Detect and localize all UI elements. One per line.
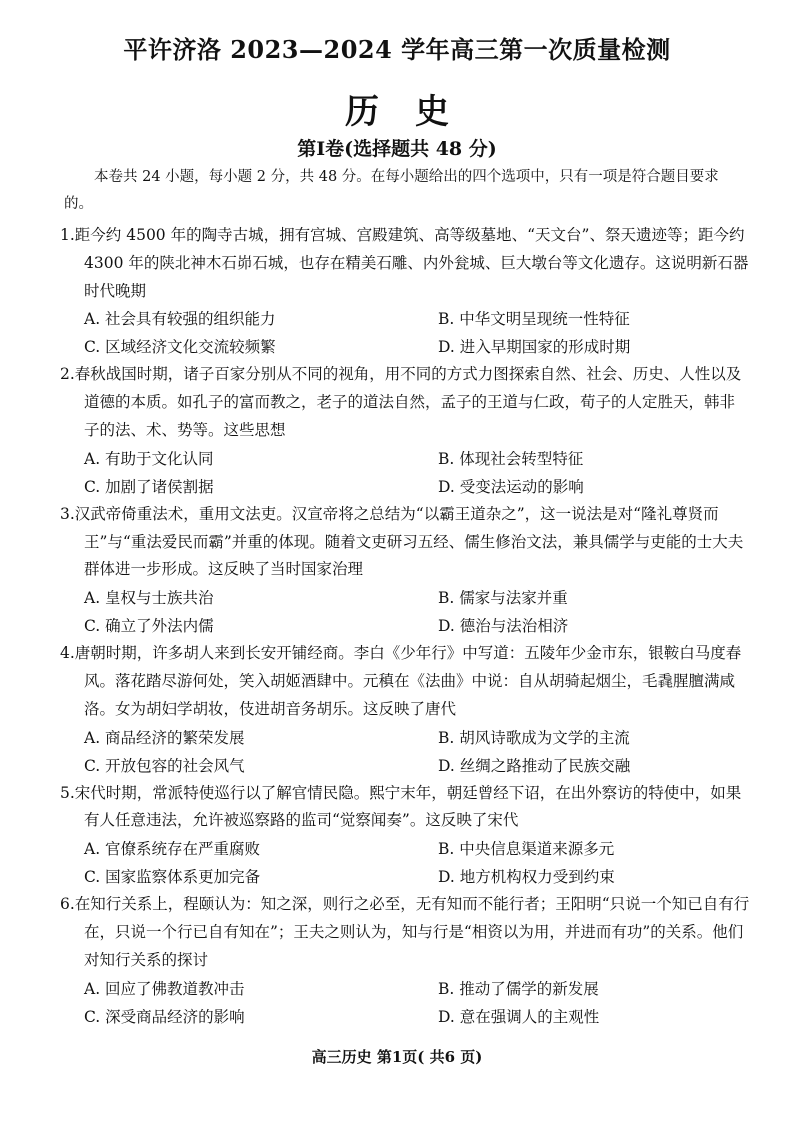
- instructions: 本卷共 24 小题，每小题 2 分，共 48 分。在每小题给出的四个选项中，只有一项是符合题目要求的。: [64, 169, 719, 212]
- option-c: C. 开放包容的社会风气: [84, 756, 245, 775]
- question-stem: [60, 361, 750, 444]
- question-5: [60, 780, 750, 892]
- option-c: C. 国家监察体系更加完备: [84, 868, 261, 887]
- option-a: A. 皇权与士族共治: [84, 589, 214, 608]
- section-heading: 第Ⅰ卷(选择题共 48 分): [297, 138, 497, 160]
- question-3: [60, 501, 750, 640]
- question-number: 4.: [60, 644, 75, 663]
- question-text: 汉武帝倚重法术，重用文法吏。汉宣帝将之总结为“以霸王道杂之”，这一说法是对“隆礼尊贤而王”与“重法爱民而霸”并重的体现。随着文吏研习五经、儒生修治文法，兼具儒学与吏能的士大夫群体进一步形成。这反映了当时国家治理: [74, 504, 744, 579]
- option-a: A. 有助于文化认同: [84, 449, 214, 468]
- option-d: D. 地方机构权力受到约束: [438, 868, 615, 887]
- subject-heading: 历史: [345, 92, 485, 132]
- option-b: B. 中华文明呈现统一性特征: [438, 310, 630, 329]
- question-text: 在知行关系上，程颐认为：知之深，则行之必至，无有知而不能行者；王阳明“只说一个知已自有行在，只说一个行已自有知在”；王夫之则认为，知与行是“相资以为用，并进而有功”的关系。他们对知行关系的探讨: [74, 895, 750, 969]
- option-a: A. 官僚系统存在严重腐败: [84, 840, 261, 859]
- question-text: 春秋战国时期，诸子百家分别从不同的视角，用不同的方式力图探索自然、社会、历史、人性以及道德的本质。如孔子的富而教之，老子的道法自然，孟子的王道与仁政，荀子的人定胜天，韩非子的法、术、势等。这些思想: [74, 365, 742, 439]
- question-stem: [60, 780, 750, 836]
- question-list: [60, 222, 750, 1031]
- exam-title: 平许济洛 2023—2024 学年高三第一次质量检测: [123, 35, 671, 64]
- option-d: D. 德治与法治相济: [438, 617, 569, 636]
- question-number: 3.: [60, 504, 75, 523]
- question-number: 2.: [60, 365, 75, 384]
- option-b: B. 体现社会转型特征: [438, 449, 584, 468]
- option-grid: [60, 445, 750, 501]
- option-d: D. 丝绸之路推动了民族交融: [438, 756, 631, 775]
- option-b: B. 胡风诗歌成为文学的主流: [438, 728, 630, 747]
- question-stem: [60, 891, 750, 974]
- option-c: C. 深受商品经济的影响: [84, 1007, 245, 1026]
- option-b: B. 推动了儒学的新发展: [438, 979, 599, 998]
- question-stem: [60, 501, 750, 584]
- question-number: 6.: [60, 895, 75, 914]
- question-text: 距今约 4500 年的陶寺古城，拥有宫城、宫殿建筑、高等级墓地、“天文台”、祭天遗迹等；距今约 4300 年的陕北神木石峁石城，也存在精美石雕、内外瓮城、巨大墩台等文化遗存。这说明新石器时代晚期: [74, 226, 749, 300]
- option-grid: [60, 724, 750, 780]
- option-grid: [60, 975, 750, 1031]
- option-a: A. 商品经济的繁荣发展: [84, 728, 245, 747]
- option-c: C. 加剧了诸侯割据: [84, 477, 214, 496]
- option-b: B. 中央信息渠道来源多元: [438, 840, 615, 859]
- option-b: B. 儒家与法家并重: [438, 589, 568, 608]
- question-stem: [60, 222, 750, 305]
- question-4: [60, 640, 750, 779]
- question-1: [60, 222, 750, 361]
- question-text: 唐朝时期，许多胡人来到长安开铺经商。李白《少年行》中写道：五陵年少金市东，银鞍白马度春风。落花踏尽游何处，笑入胡姬酒肆中。元稹在《法曲》中说：自从胡骑起烟尘，毛毳腥膻满咸洛。女为胡妇学胡妆，伎进胡音务胡乐。这反映了唐代: [74, 644, 742, 718]
- question-number: 1.: [60, 226, 75, 244]
- option-d: D. 进入早期国家的形成时期: [438, 338, 631, 357]
- option-d: D. 意在强调人的主观性: [438, 1007, 600, 1026]
- option-c: C. 区域经济文化交流较频繁: [84, 338, 276, 357]
- option-c: C. 确立了外法内儒: [84, 617, 214, 636]
- question-6: [60, 891, 750, 1030]
- option-d: D. 受变法运动的影响: [438, 477, 584, 496]
- option-grid: [60, 305, 750, 361]
- question-number: 5.: [60, 783, 75, 802]
- question-stem: [60, 640, 750, 723]
- question-text: 宋代时期，常派特使巡行以了解官情民隐。熙宁末年，朝廷曾经下诏，在出外察访的特使中，如果有人任意违法，允许被巡察路的监司“觉察闻奏”。这反映了宋代: [74, 783, 742, 830]
- option-a: A. 社会具有较强的组织能力: [84, 310, 276, 329]
- option-grid: [60, 835, 750, 891]
- question-2: [60, 361, 750, 500]
- page-footer: 高三历史 第1页( 共6 页): [311, 1048, 483, 1066]
- option-grid: [60, 584, 750, 640]
- option-a: A. 回应了佛教道教冲击: [84, 979, 245, 998]
